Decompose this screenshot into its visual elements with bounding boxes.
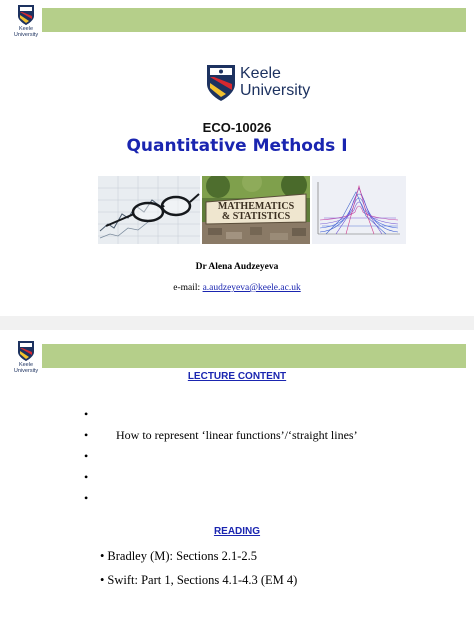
- header-bar: [42, 8, 466, 32]
- list-item: •: [84, 407, 89, 421]
- list-item: • How to represent ‘linear functions’/‘straight lines’: [84, 428, 358, 442]
- keele-crest-icon: [17, 4, 35, 26]
- logo-line1: Keele: [240, 65, 281, 82]
- logo-line2: University: [240, 82, 311, 99]
- mathematics-statistics-photo: [202, 176, 310, 244]
- keele-crest-icon: [206, 64, 236, 102]
- list-item: •: [84, 470, 89, 484]
- course-code: ECO-10026: [202, 120, 272, 135]
- lecture-content-heading: LECTURE CONTENT: [187, 371, 287, 382]
- list-item: •: [84, 449, 89, 463]
- list-item: • Bradley (M): Sections 2.1-2.5: [100, 549, 258, 563]
- course-title: Quantitative Methods I: [126, 136, 348, 156]
- sign-line2: & STATISTICS: [221, 211, 291, 222]
- content-slide: [0, 330, 474, 632]
- author: Dr Alena Audzeyeva: [195, 262, 279, 272]
- reading-heading: READING: [213, 526, 261, 537]
- small-keele-logo: [12, 340, 40, 374]
- small-keele-logo: [12, 4, 40, 38]
- keele-logo: [206, 64, 311, 104]
- small-logo-text: Keele University: [13, 26, 39, 38]
- keele-crest-icon: [17, 340, 35, 362]
- logo-wordmark: [240, 65, 310, 99]
- small-logo-text: Keele University: [13, 362, 39, 374]
- lecture-bullets: [84, 404, 358, 509]
- sign-line1: MATHEMATICS: [217, 201, 295, 212]
- 3d-surface-plot-photo: [312, 176, 406, 244]
- header-bar: [42, 344, 466, 368]
- email-link[interactable]: a.audzeyeva@keele.ac.uk: [202, 283, 301, 293]
- email-label: e-mail:: [173, 283, 201, 293]
- email-line: [0, 283, 474, 293]
- list-item: • Swift: Part 1, Sections 4.1-4.3 (EM 4): [100, 573, 298, 587]
- list-item: •: [84, 491, 89, 505]
- glasses-chart-photo: [98, 176, 200, 244]
- reading-list: [100, 544, 297, 592]
- slide-gap: [0, 316, 474, 330]
